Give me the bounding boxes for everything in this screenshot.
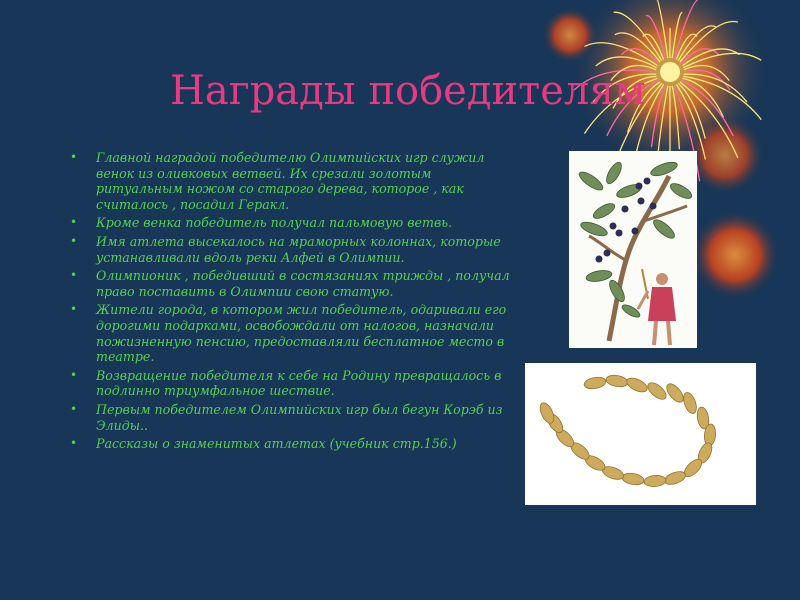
bullet-list [70, 150, 510, 455]
list-item [70, 268, 510, 299]
bullet-text: Первым победителем Олимпийских игр был бегун Корэб из Элиды.. [96, 401, 503, 433]
bullet-marker: • [70, 215, 78, 230]
bullet-marker: • [70, 233, 78, 248]
list-item [70, 302, 510, 364]
bullet-text: Имя атлета высекалось на мраморных колоннах, которые устанавливали вдоль реки Алфей в Олимпии. [96, 233, 501, 265]
bullet-text: Главной наградой победителю Олимпийских игр служил венок из оливковых ветвей. Их срезали золотым ритуальным ножом со старого дерева, которое , как считалось , посадил Геракл. [96, 150, 485, 212]
bullet-text: Жители города, в котором жил победитель, одаривали его дорогими подарками, освобождали от налогов, назначали пожизненную пенсию, предоставляли бесплатное место в театре. [96, 302, 507, 365]
list-item [70, 150, 510, 212]
bullet-text: Олимпионик , победивший в состязаниях трижды , получал право поставить в Олимпии свою статую. [96, 268, 510, 299]
olive-branch-image [569, 151, 697, 348]
bullet-marker: • [70, 268, 78, 283]
bullet-marker: • [70, 401, 78, 416]
list-item [70, 402, 510, 433]
bullet-marker: • [70, 302, 78, 317]
list-item [70, 368, 510, 399]
list-item [70, 234, 510, 265]
bullet-marker: • [70, 150, 78, 164]
bullet-text: Возвращение победителя к себе на Родину превращалось в подлинно триумфальное шествие. [96, 367, 502, 399]
list-item [70, 215, 510, 231]
slide-title: Награды победителям [170, 68, 646, 114]
bullet-marker: • [70, 367, 78, 382]
bullet-text: Кроме венка победитель получал пальмовую ветвь. [96, 215, 453, 231]
laurel-wreath-image [525, 363, 756, 505]
bullet-marker: • [70, 436, 78, 451]
list-item [70, 436, 510, 452]
bullet-text: Рассказы о знаменитых атлетах (учебник стр.156.) [96, 436, 457, 452]
